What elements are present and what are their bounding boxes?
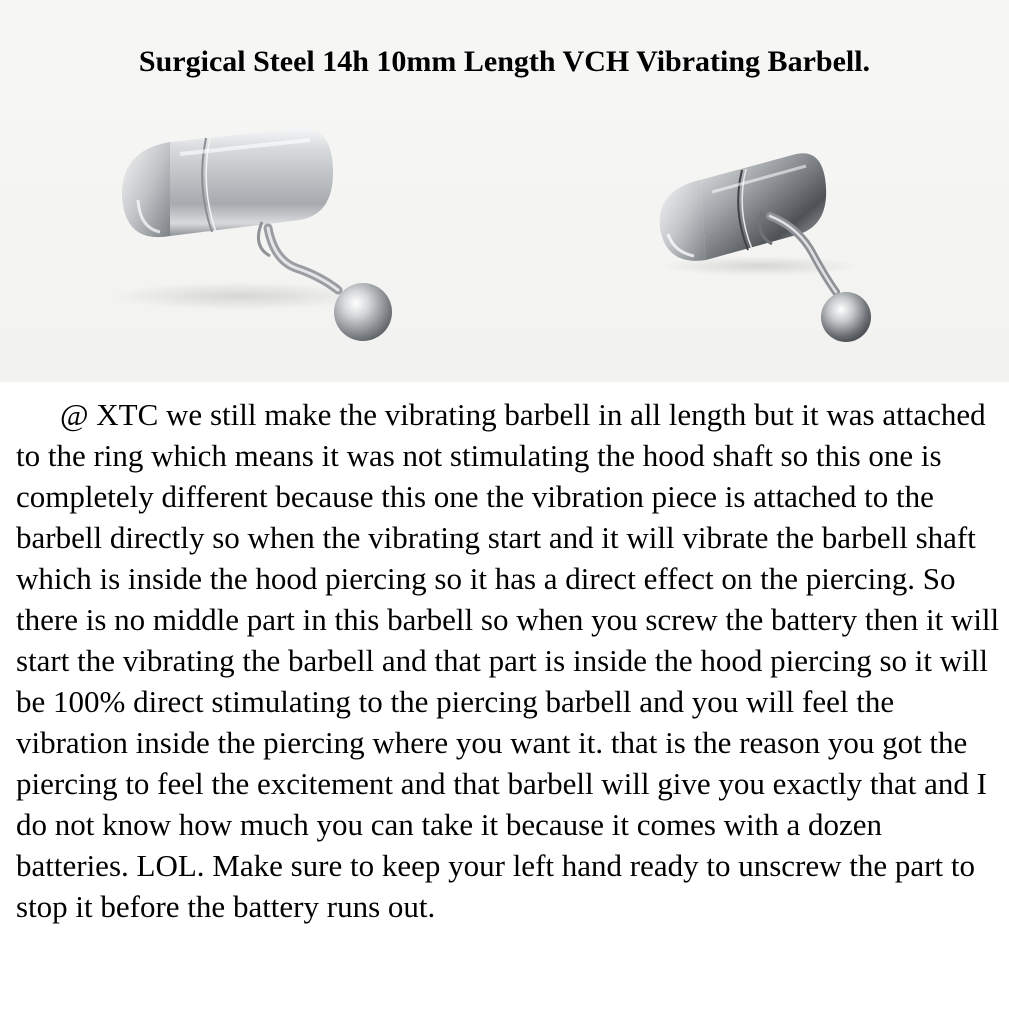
barbell-photo-right xyxy=(660,153,871,342)
product-description: @ XTC we still make the vibrating barbell in all length but it was attached to the ring which means it was not stimulating the hood shaft so this one is completely different because this one the vibration piece is attached to the barbell directly so when the vibrating start and it will vibrate the barbell shaft which is inside the hood piercing so it has a direct effect on the piercing. So there is no middle part in this barbell so when you screw the battery then it will start the vibrating the barbell and that part is inside the hood piercing so it will be 100% direct stimulating to the piercing barbell and you will feel the vibration inside the piercing where you want it. that is the reason you got the piercing to feel the excitement and that barbell will give you exactly that and I do not know how much you can take it because it comes with a dozen batteries. LOL. Make sure to keep your left hand ready to unscrew the part to stop it before the battery runs out. xyxy=(16,397,1000,924)
barbell-photo-left xyxy=(110,128,392,341)
product-photos xyxy=(0,110,1009,382)
page-title: Surgical Steel 14h 10mm Length VCH Vibrating Barbell. xyxy=(138,45,871,78)
